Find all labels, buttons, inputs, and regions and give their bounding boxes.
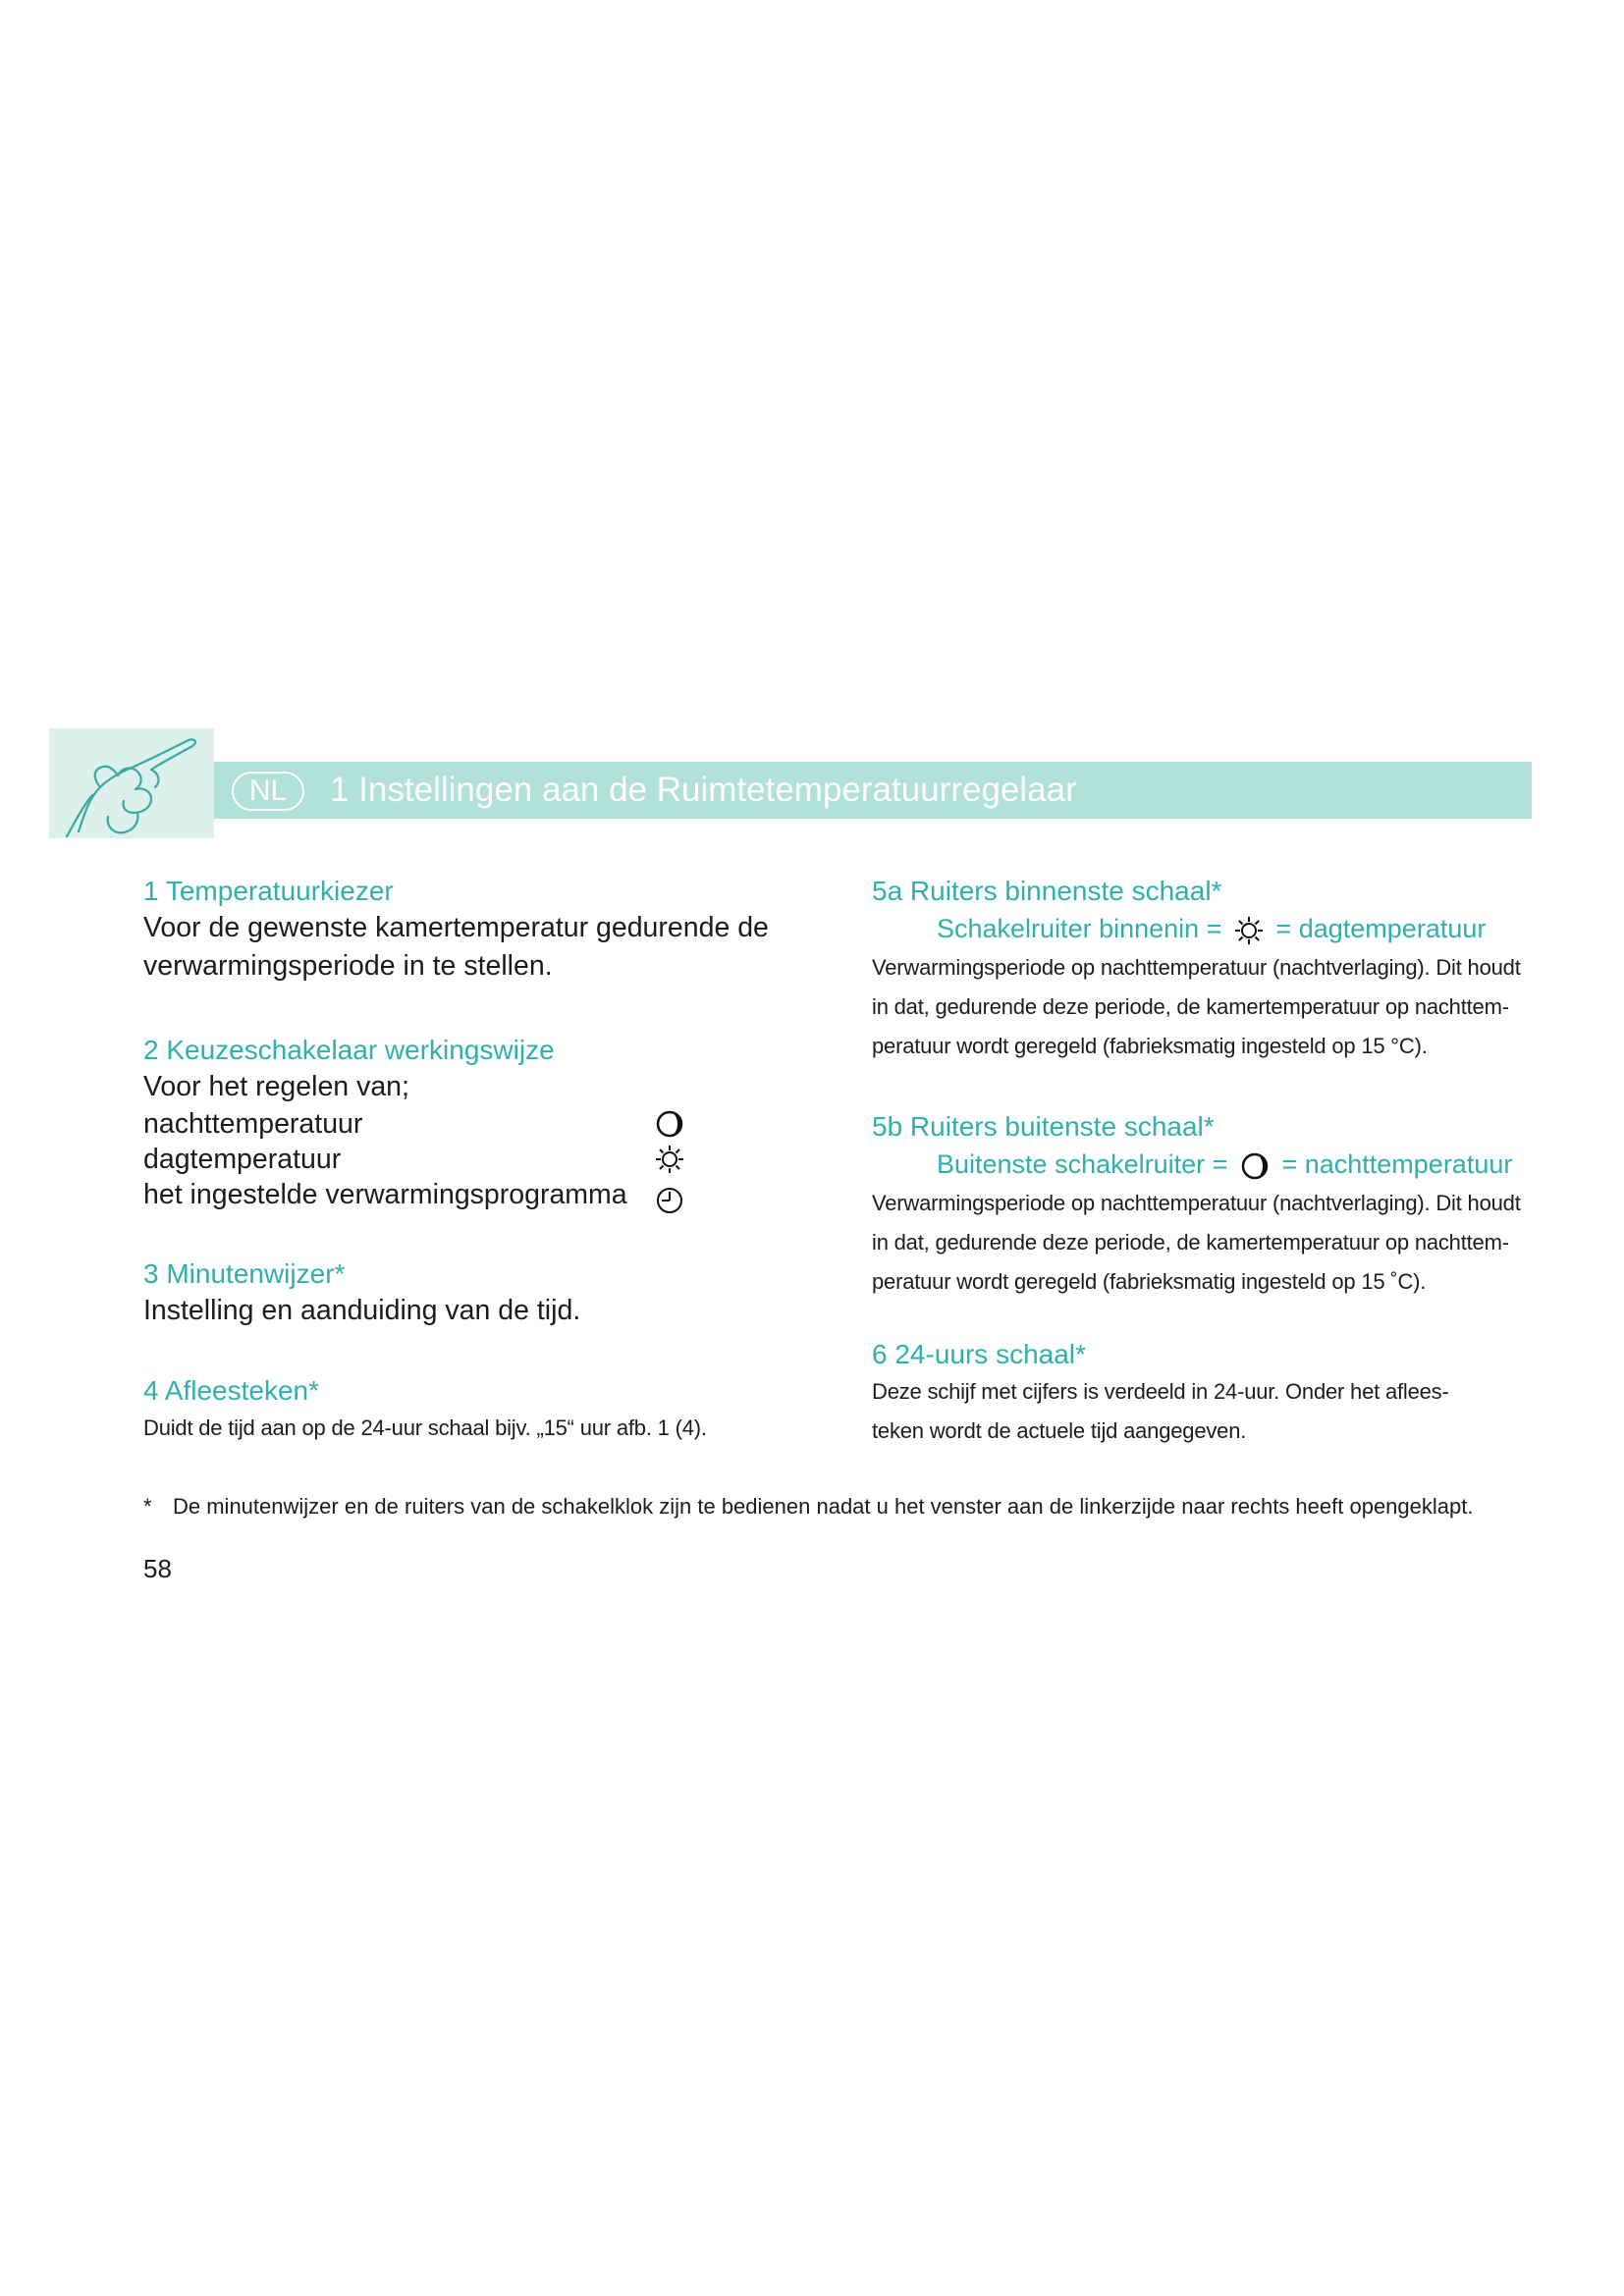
subheading-line [872,1145,1540,1184]
section-text: Verwarmingsperiode op nachttemperatuur (nachtverlaging). Dit houdt [872,955,1521,980]
section-text: Deze schijf met cijfers is verdeeld in 24-uur. Onder het aflees- [872,1379,1449,1404]
mode-label: dagtemperatuur [143,1144,342,1175]
section-text: verwarmingsperiode in te stellen. [143,950,553,982]
section-text: Instelling en aanduiding van de tijd. [143,1295,581,1326]
subheading-prefix: Schakelruiter binnenin = [937,914,1222,943]
subheading-prefix: Buitenste schakelruiter = [937,1149,1228,1179]
section-afleesteken [143,1373,831,1448]
section-text: peratuur wordt geregeld (fabrieksmatig ingesteld op 15 ˚C). [872,1269,1427,1294]
mode-row-night [143,1106,831,1142]
subheading-line [872,909,1540,948]
subheading-suffix: = dagtemperatuur [1275,914,1487,943]
section-heading: 3 Minutenwijzer* [143,1258,346,1289]
subheading-suffix: = nachttemperatuur [1281,1149,1513,1179]
footnote-marker: * [143,1494,152,1519]
title-bar [214,762,1532,819]
section-heading: 1 Temperatuurkiezer [143,876,394,906]
left-column [143,874,831,1482]
mode-row-program [143,1177,831,1212]
mode-label: het ingestelde verwarmingsprogramma [143,1179,627,1210]
language-badge: NL [232,772,304,811]
moon-icon [654,1108,685,1140]
section-text: Duidt de tijd aan op de 24-uur schaal bijv. „15“ uur afb. 1 (4). [143,1415,707,1440]
section-text: in dat, gedurende deze periode, de kamertemperatuur op nachttem- [872,1230,1509,1255]
section-heading: 2 Keuzeschakelaar werkingswijze [143,1035,555,1065]
clock-icon [654,1185,685,1216]
moon-icon [1239,1150,1271,1182]
right-column [872,874,1540,1485]
section-text: peratuur wordt geregeld (fabrieksmatig ingesteld op 15 °C). [872,1034,1428,1058]
section-heading: 5a Ruiters binnenste schaal* [872,876,1222,906]
section-heading: 5b Ruiters buitenste schaal* [872,1111,1215,1142]
mode-label: nachttemperatuur [143,1108,363,1140]
section-text: in dat, gedurende deze periode, de kamertemperatuur op nachttem- [872,994,1509,1019]
page-number: 58 [143,1554,172,1583]
section-text: Voor het regelen van; [143,1071,409,1102]
section-heading: 4 Afleesteken* [143,1375,320,1406]
section-ruiters-buitenste [872,1109,1540,1302]
section-heading: 6 24-uurs schaal* [872,1339,1086,1369]
section-ruiters-binnenste [872,874,1540,1066]
section-24-uurs-schaal [872,1337,1540,1451]
hand-illustration-box [49,728,214,838]
section-temperatuurkiezer [143,874,831,986]
section-minutenwijzer [143,1256,831,1330]
footnote-text: De minutenwijzer en de ruiters van de schakelklok zijn te bedienen nadat u het venster aan de linkerzijde naar rechts heeft opengeklapt. [173,1494,1474,1519]
sun-icon [1233,915,1265,946]
mode-row-day [143,1142,831,1177]
section-text: teken wordt de actuele tijd aangegeven. [872,1418,1247,1443]
page-title: 1 Instellingen aan de Ruimtetemperatuurregelaar [330,771,1077,809]
pointing-hand-icon [49,728,214,838]
sun-icon [654,1144,685,1175]
footnote [143,1490,1518,1523]
section-text: Voor de gewenste kamertemperatur gedurende de [143,912,769,943]
section-keuzeschakelaar [143,1033,831,1212]
section-text: Verwarmingsperiode op nachttemperatuur (nachtverlaging). Dit houdt [872,1191,1521,1215]
